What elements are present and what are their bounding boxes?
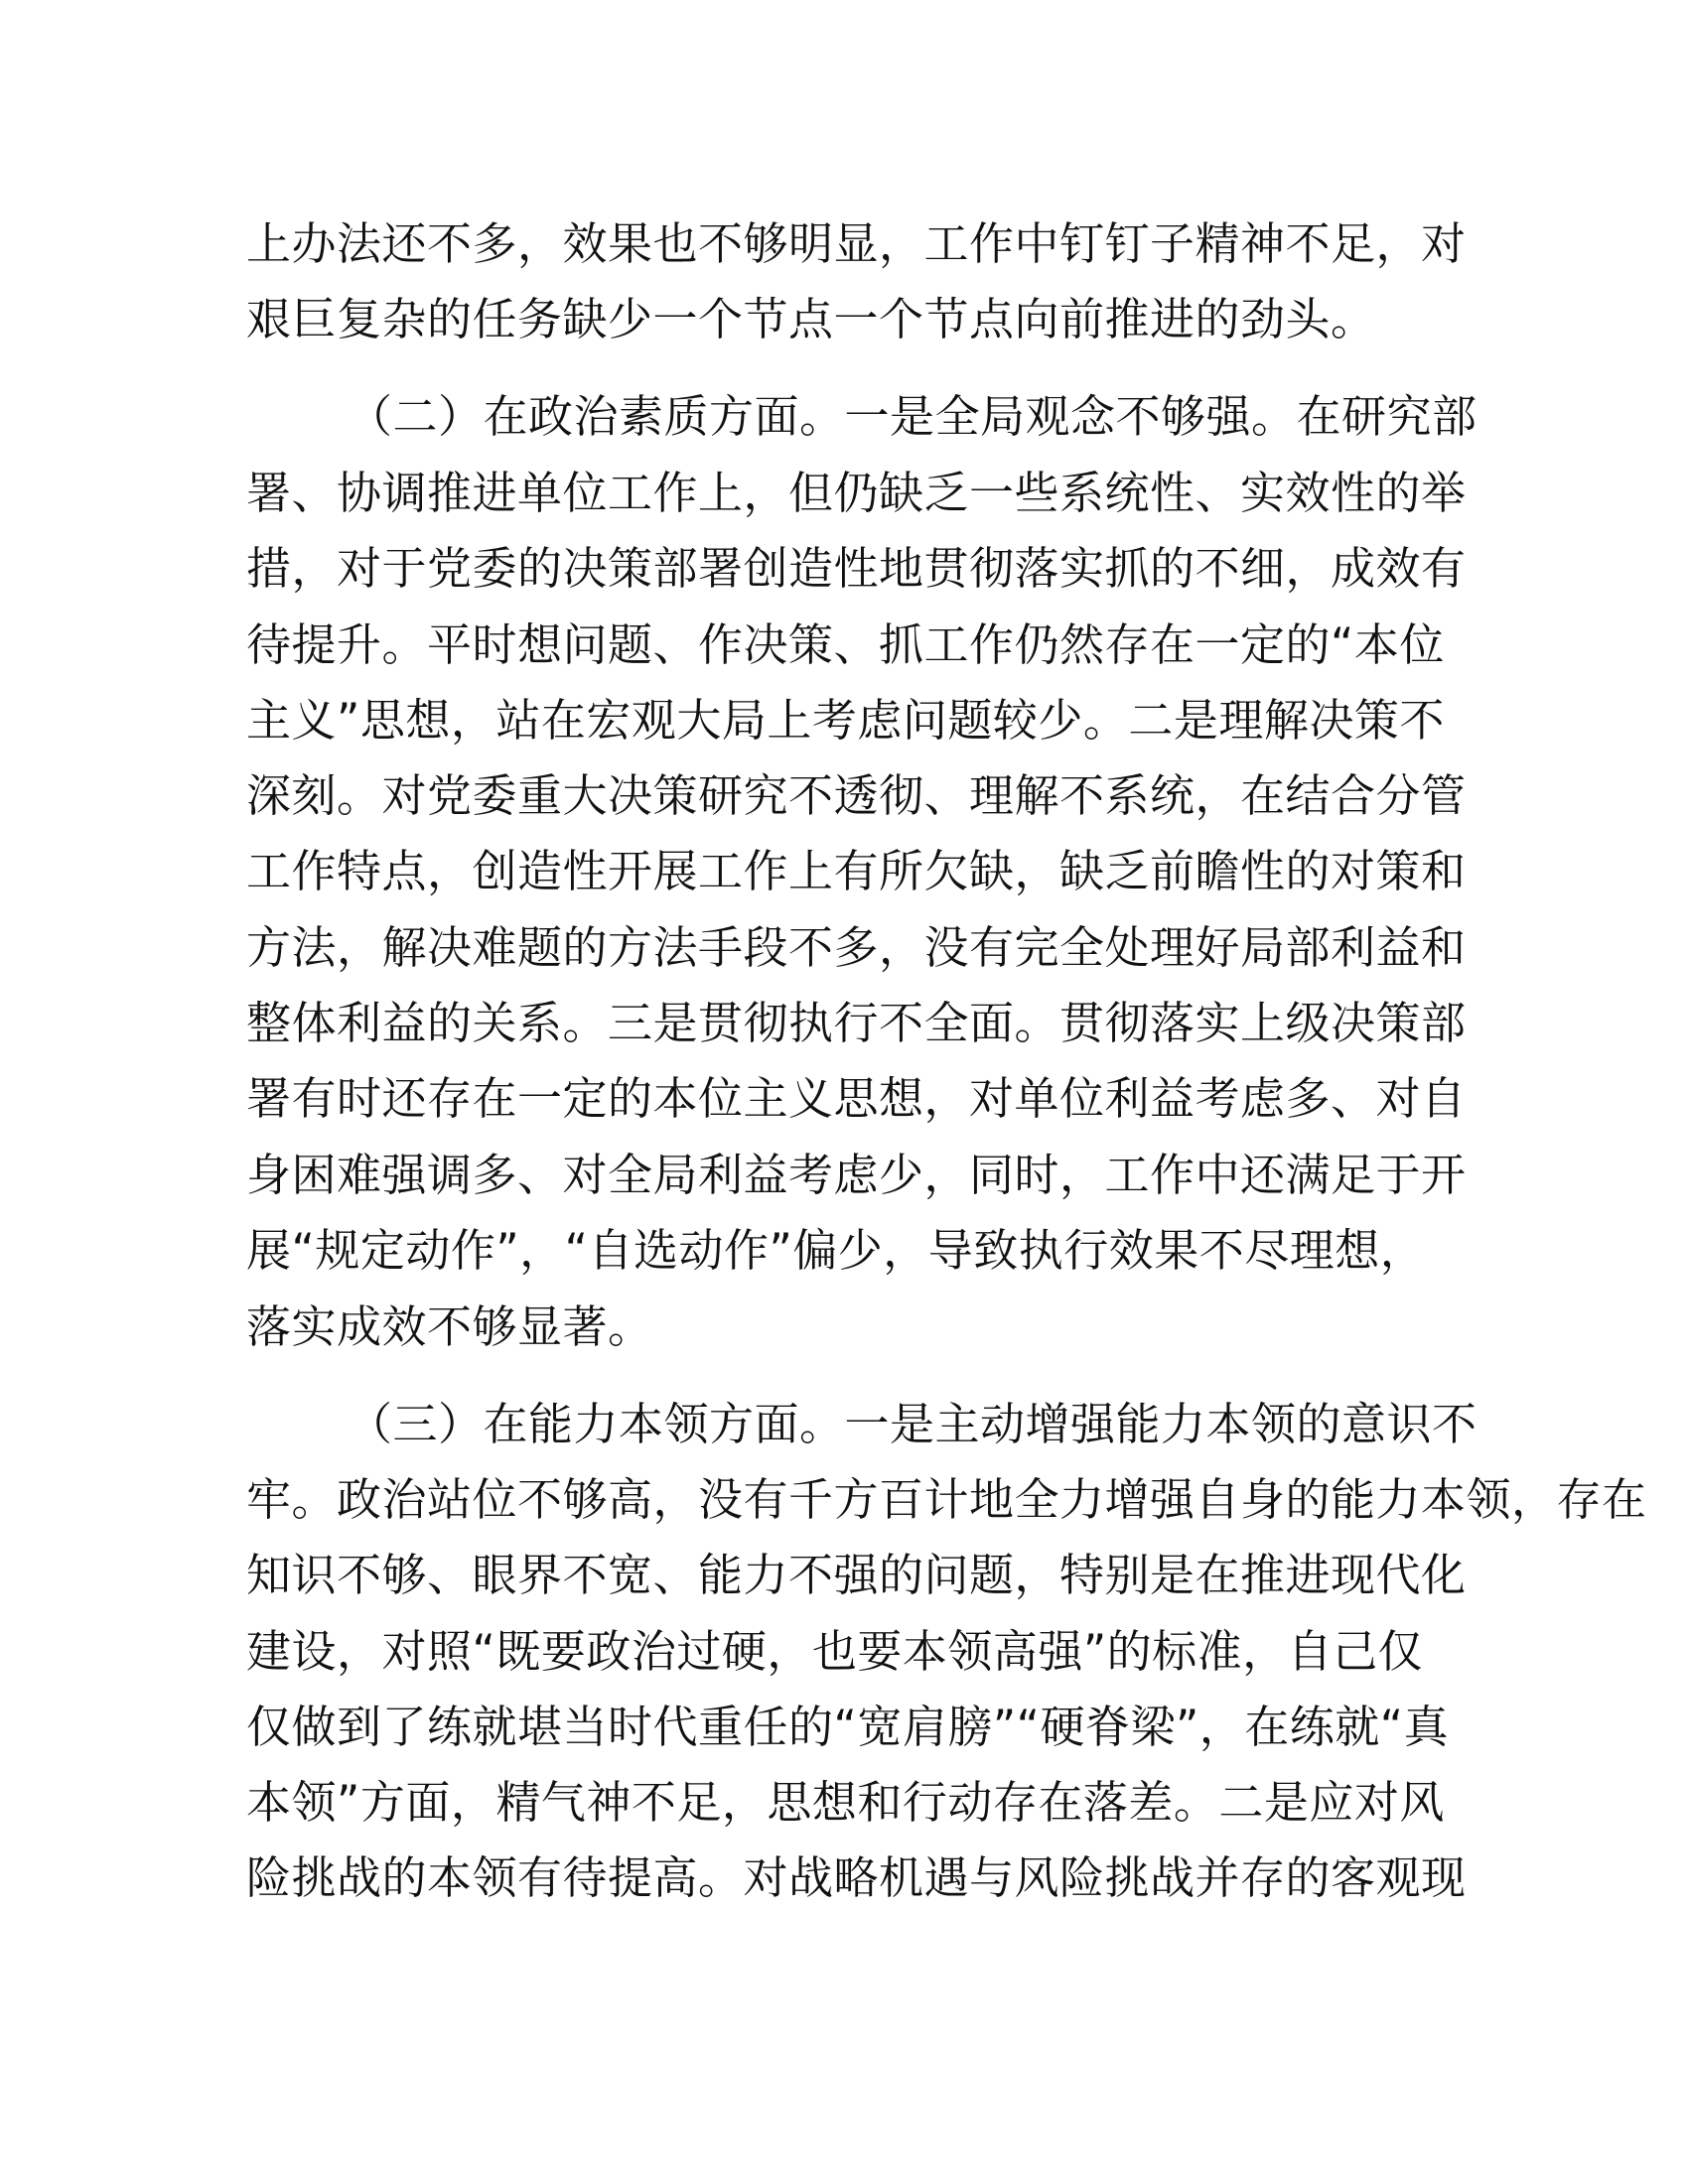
text-line: 署有时还存在一定的本位主义思想，对单位利益考虑多、对自 [246, 1072, 1467, 1125]
text-line: 方法，解决难题的方法手段不多，没有完全处理好局部利益和 [246, 921, 1467, 974]
text-line: 主义”思想，站在宏观大局上考虑问题较少。二是理解决策不 [246, 694, 1445, 747]
text-line: 待提升。平时想问题、作决策、抓工作仍然存在一定的“本位 [246, 618, 1445, 671]
text-line: 艰巨复杂的任务缺少一个节点一个节点向前推进的劲头。 [246, 293, 1376, 345]
section-heading-line: （三）在能力本领方面。一是主动增强能力本领的意识不 [348, 1398, 1477, 1450]
section-heading-line: （二）在政治素质方面。一是全局观念不够强。在研究部 [348, 390, 1477, 443]
text-line: 措，对于党委的决策部署创造性地贯彻落实抓的不细，成效有 [246, 542, 1467, 595]
text-line: 深刻。对党委重大决策研究不透彻、理解不系统，在结合分管 [246, 769, 1467, 822]
text-line: 整体利益的关系。三是贯彻执行不全面。贯彻落实上级决策部 [246, 997, 1467, 1049]
text-line: 本领”方面，精气神不足，思想和行动存在落差。二是应对风 [246, 1776, 1445, 1829]
text-line: 署、协调推进单位工作上，但仍缺乏一些系统性、实效性的举 [246, 467, 1467, 519]
text-line: 险挑战的本领有待提高。对战略机遇与风险挑战并存的客观现 [246, 1851, 1467, 1904]
text-line: 身困难强调多、对全局利益考虑少，同时，工作中还满足于开 [246, 1149, 1467, 1201]
text-line: 展“规定动作”，“自选动作”偏少，导致执行效果不尽理想， [246, 1224, 1426, 1277]
text-line: 建设，对照“既要政治过硬，也要本领高强”的标准，自己仅 [246, 1625, 1424, 1678]
text-line: 知识不够、眼界不宽、能力不强的问题，特别是在推进现代化 [246, 1549, 1467, 1601]
text-line: 落实成效不够显著。 [246, 1300, 653, 1353]
text-line: 工作特点，创造性开展工作上有所欠缺，缺乏前瞻性的对策和 [246, 845, 1467, 897]
text-line: 仅做到了练就堪当时代重任的“宽肩膀”“硬脊梁”，在练就“真 [246, 1701, 1450, 1753]
text-line: 上办法还不多，效果也不够明显，工作中钉钉子精神不足，对 [246, 217, 1467, 270]
text-line: 牢。政治站位不够高，没有千方百计地全力增强自身的能力本领，存在 [246, 1473, 1647, 1526]
